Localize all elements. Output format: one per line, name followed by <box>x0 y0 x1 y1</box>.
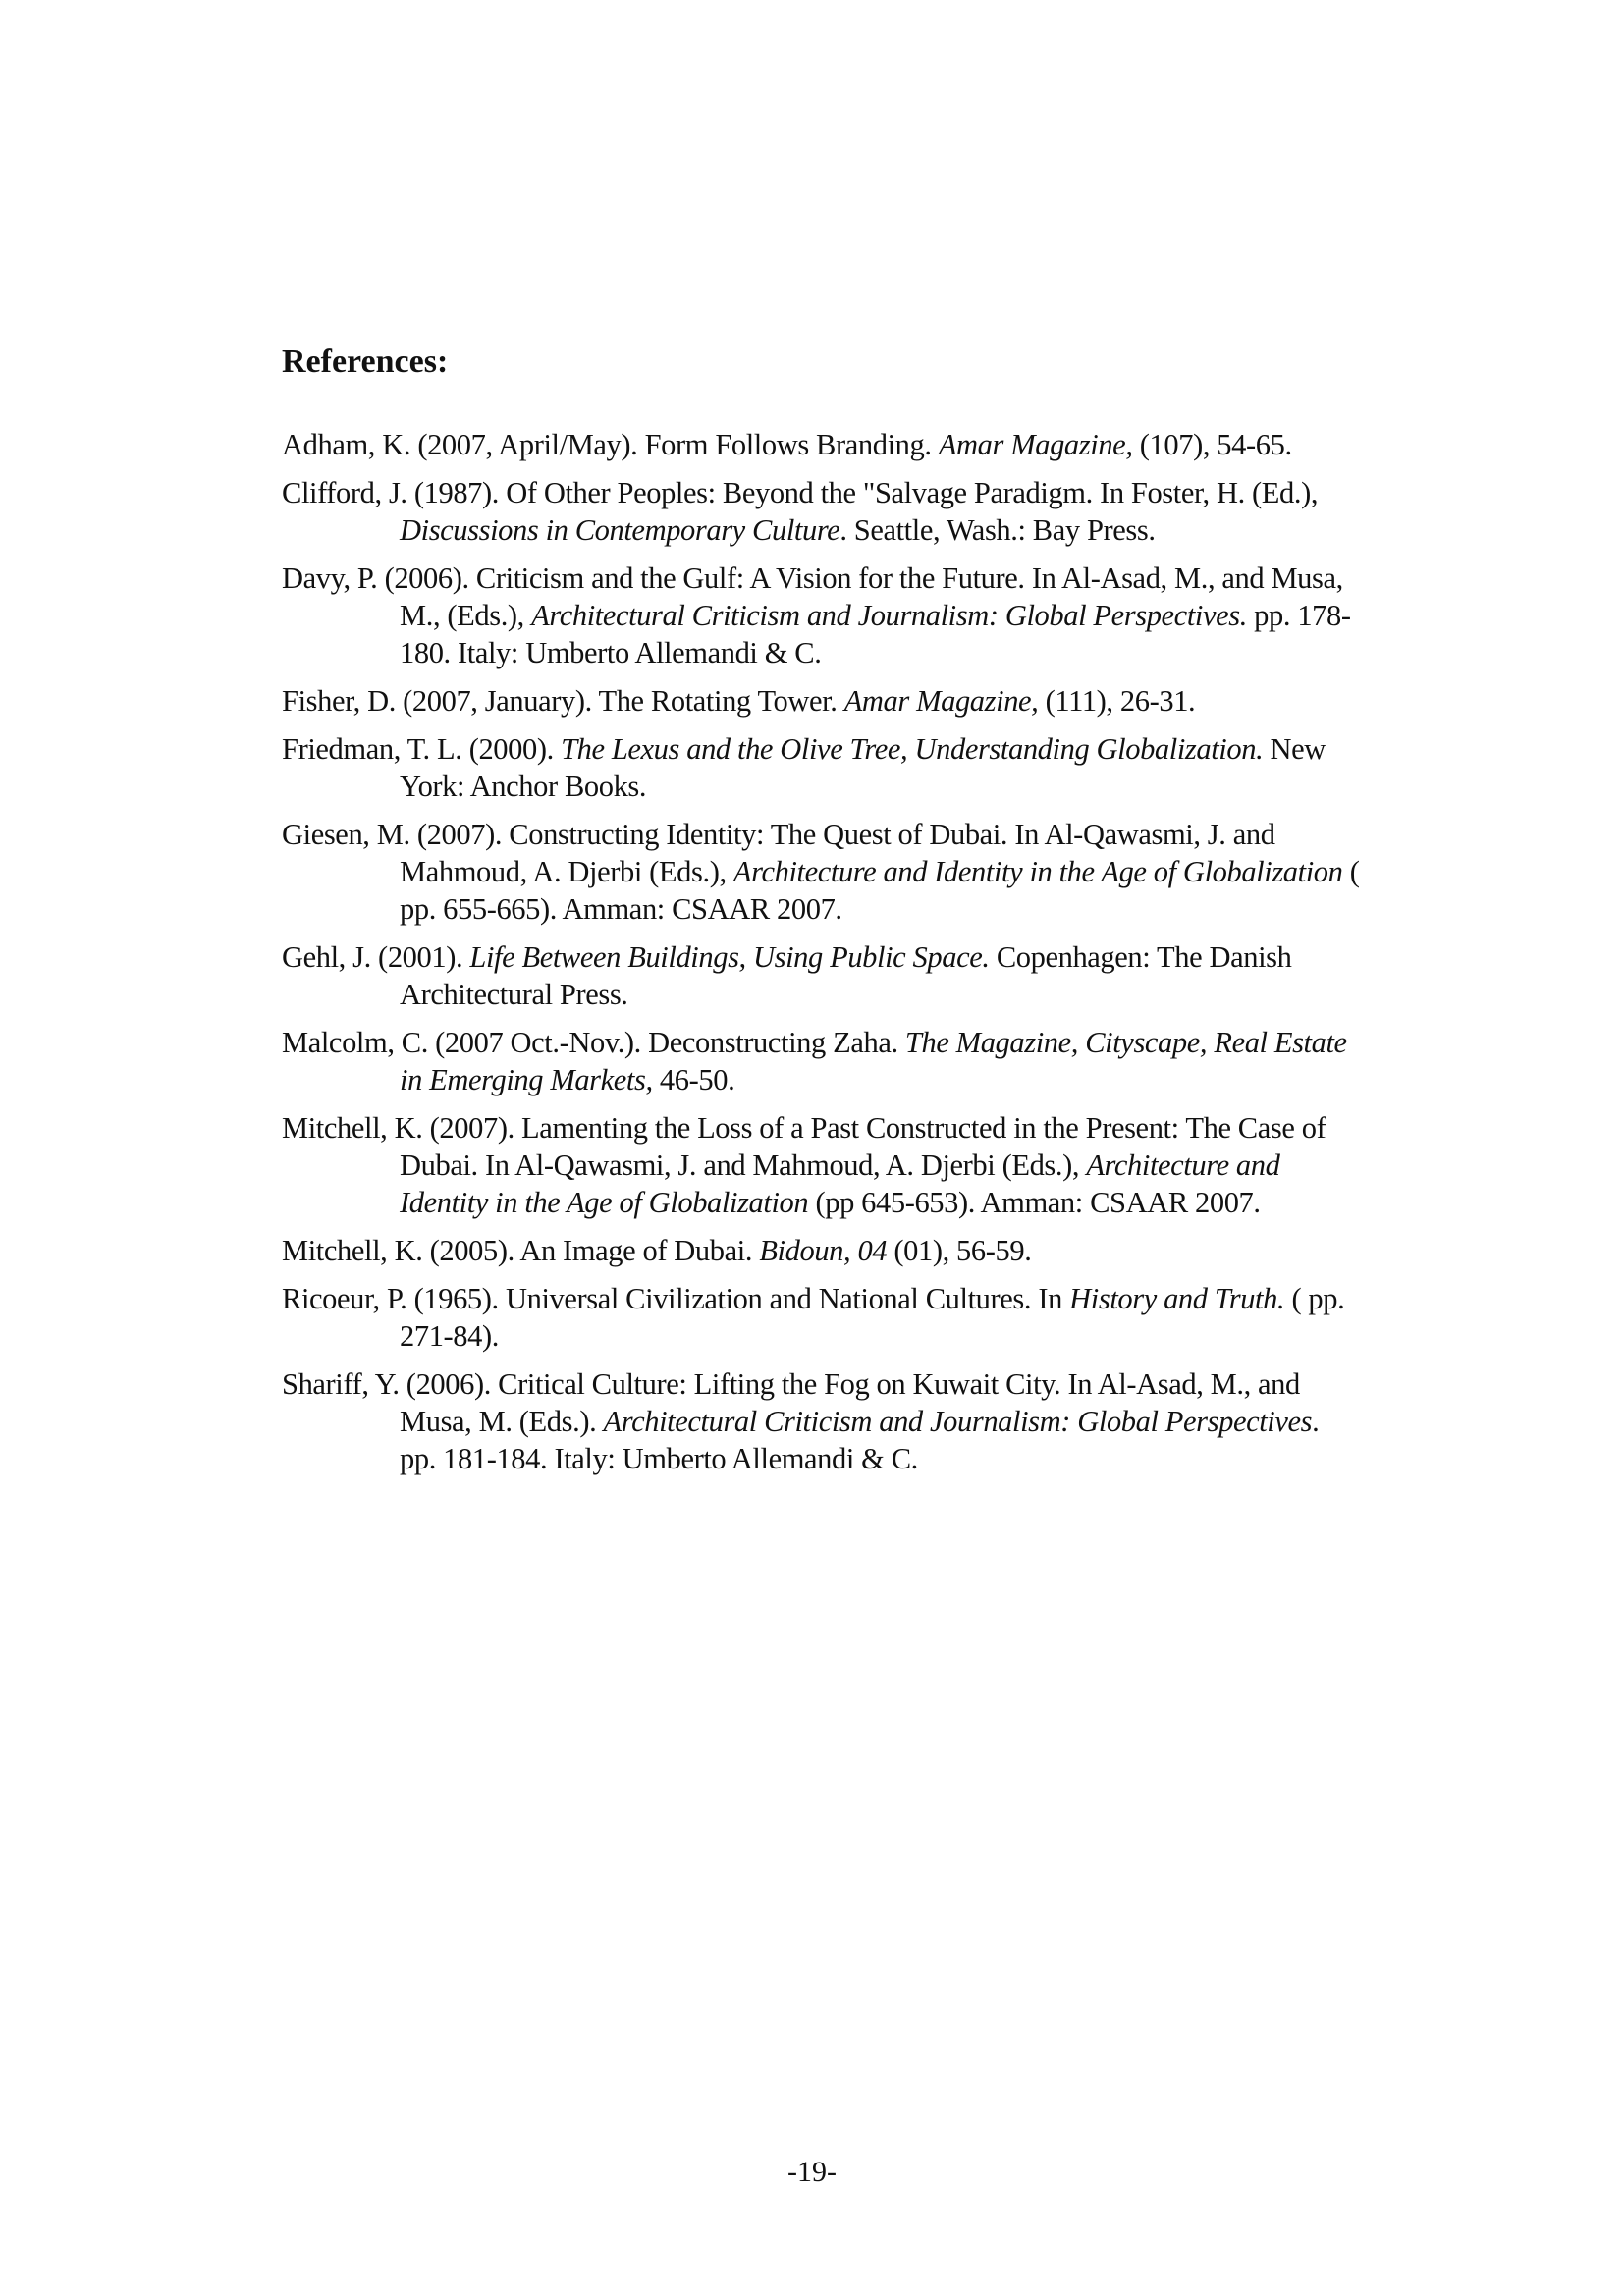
reference-text: Shariff, Y. (2006). Critical Culture: Lifting the Fog on Kuwait City. In Al-Asad, M., and Musa, M. (Eds.). <box>282 1367 1300 1438</box>
reference-text: Clifford, J. (1987). Of Other Peoples: Beyond the "Salvage Paradigm. In Foster, H. (Ed.), <box>282 476 1319 509</box>
reference-text: Mitchell, K. (2005). An Image of Dubai. <box>282 1234 760 1267</box>
page-number: -19- <box>787 2156 837 2188</box>
reference-text: (107), 54-65. <box>1132 428 1292 461</box>
reference-text: (111), 26-31. <box>1038 684 1196 718</box>
reference-title-italic: Architecture and Identity in the Age of Globalization <box>400 1148 1280 1219</box>
reference-entry <box>282 1232 1362 1269</box>
reference-entry <box>282 1280 1362 1355</box>
reference-title-italic: Architectural Criticism and Journalism: Global Perspectives. <box>531 599 1247 632</box>
reference-title-italic: Bidoun, 04 <box>759 1234 888 1267</box>
reference-text: pp. 178-180. Italy: Umberto Allemandi & C. <box>400 599 1351 669</box>
reference-text: Malcolm, C. (2007 Oct.-Nov.). Deconstructing Zaha. <box>282 1026 905 1059</box>
reference-entry <box>282 938 1362 1013</box>
reference-text: Adham, K. (2007, April/May). Form Follows Branding. <box>282 428 939 461</box>
reference-entry <box>282 1365 1362 1477</box>
reference-title-italic: Discussions in Contemporary Culture <box>400 513 840 547</box>
reference-title-italic: Architecture and Identity in the Age of Globalization <box>732 855 1343 888</box>
reference-title-italic: Amar Magazine, <box>938 428 1133 461</box>
reference-text: Copenhagen: The Danish Architectural Press. <box>400 940 1292 1011</box>
reference-title-italic: The Magazine, Cityscape, Real Estate in Emerging Markets, <box>400 1026 1347 1096</box>
reference-title-italic: Amar Magazine, <box>843 684 1039 718</box>
reference-text: (pp 645-653). Amman: CSAAR 2007. <box>808 1186 1261 1219</box>
reference-text: Mitchell, K. (2007). Lamenting the Loss of a Past Constructed in the Present: The Case of Dubai. In Al-Qawasmi, J. and Mahmoud, A. Djerbi (Eds.), <box>282 1111 1326 1182</box>
reference-text: Ricoeur, P. (1965). Universal Civilization and National Cultures. In <box>282 1282 1070 1315</box>
reference-entry <box>282 474 1362 549</box>
reference-text: ( pp. 271-84). <box>400 1282 1345 1353</box>
reference-list <box>282 426 1362 1488</box>
reference-text: (01), 56-59. <box>887 1234 1032 1267</box>
reference-entry <box>282 426 1362 463</box>
reference-entry <box>282 682 1362 720</box>
reference-text: . pp. 181-184. Italy: Umberto Allemandi & C. <box>400 1405 1320 1475</box>
reference-entry <box>282 560 1362 671</box>
reference-entry <box>282 1109 1362 1221</box>
reference-entry <box>282 730 1362 805</box>
reference-entry <box>282 816 1362 928</box>
reference-text: Friedman, T. L. (2000). <box>282 732 562 766</box>
reference-text: . Seattle, Wash.: Bay Press. <box>839 513 1156 547</box>
reference-text: Giesen, M. (2007). Constructing Identity: The Quest of Dubai. In Al-Qawasmi, J. and Mahmoud, A. Djerbi (Eds.), <box>282 818 1275 888</box>
reference-title-italic: The Lexus and the Olive Tree, Understanding Globalization. <box>561 732 1264 766</box>
reference-entry <box>282 1024 1362 1098</box>
reference-text: Gehl, J. (2001). <box>282 940 470 974</box>
reference-text: 46-50. <box>652 1063 735 1096</box>
reference-text: New York: Anchor Books. <box>400 732 1326 803</box>
reference-text: Davy, P. (2006). Criticism and the Gulf: A Vision for the Future. In Al-Asad, M., and Musa, M., (Eds.), <box>282 561 1343 632</box>
references-heading: References: <box>282 344 449 380</box>
reference-text: ( pp. 655-665). Amman: CSAAR 2007. <box>400 855 1360 926</box>
reference-title-italic: History and Truth. <box>1069 1282 1285 1315</box>
reference-text: Fisher, D. (2007, January). The Rotating Tower. <box>282 684 844 718</box>
reference-title-italic: Life Between Buildings, Using Public Space. <box>469 940 990 974</box>
reference-title-italic: Architectural Criticism and Journalism: Global Perspectives <box>603 1405 1313 1438</box>
